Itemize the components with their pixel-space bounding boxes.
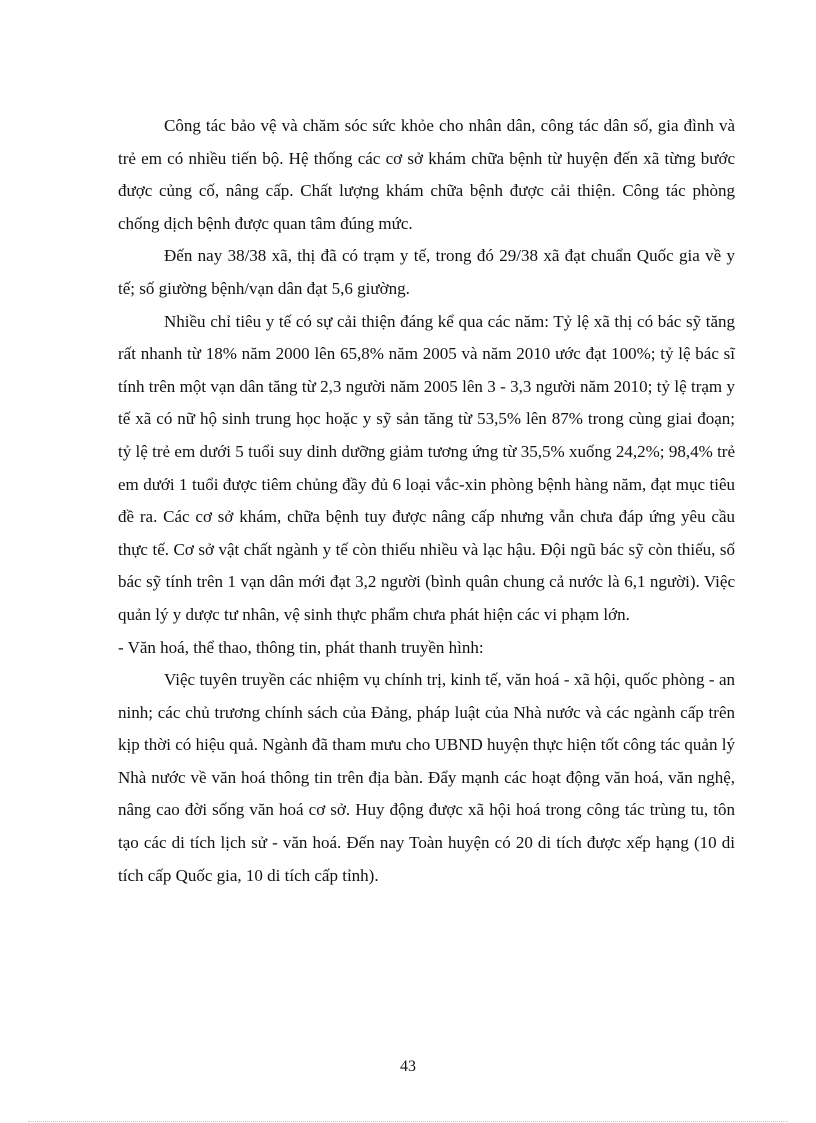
page-body [118,110,735,892]
paragraph-health-care: Công tác bảo vệ và chăm sóc sức khỏe cho nhân dân, công tác dân số, gia đình và trẻ em có nhiều tiến bộ. Hệ thống các cơ sở khám chữa bệnh từ huyện đến xã từng bước được củng cố, nâng cấp. Chất lượng khám chữa bệnh được cải thiện. Công tác phòng chống dịch bệnh được quan tâm đúng mức. [118,116,735,233]
paragraph-culture-information: Việc tuyên truyền các nhiệm vụ chính trị, kinh tế, văn hoá - xã hội, quốc phòng - an ninh; các chủ trương chính sách của Đảng, pháp luật của Nhà nước và các ngành cấp trên kịp thời có hiệu quả. Ngành đã tham mưu cho UBND huyện thực hiện tốt công tác quản lý Nhà nước về văn hoá thông tin trên địa bàn. Đẩy mạnh các hoạt động văn hoá, văn nghệ, nâng cao đời sống văn hoá cơ sở. Huy động được xã hội hoá trong công tác trùng tu, tôn tạo các di tích lịch sử - văn hoá. Đến nay Toàn huyện có 20 di tích được xếp hạng (10 di tích cấp Quốc gia, 10 di tích cấp tỉnh). [118,670,735,885]
section-heading-culture: - Văn hoá, thể thao, thông tin, phát thanh truyền hình: [118,637,484,657]
paragraph-medical-stations: Đến nay 38/38 xã, thị đã có trạm y tế, trong đó 29/38 xã đạt chuẩn Quốc gia về y tế; số giường bệnh/vạn dân đạt 5,6 giường. [118,246,735,298]
paragraph-health-indicators: Nhiều chỉ tiêu y tế có sự cải thiện đáng kể qua các năm: Tỷ lệ xã thị có bác sỹ tăng rất nhanh từ 18% năm 2000 lên 65,8% năm 2005 và năm 2010 ước đạt 100%; tỷ lệ bác sĩ tính trên một vạn dân tăng từ 2,3 người năm 2005 lên 3 - 3,3 người năm 2010; tỷ lệ trạm y tế xã có nữ hộ sinh trung học hoặc y sỹ sản tăng từ 53,5% lên 87% trong cùng giai đoạn; tỷ lệ trẻ em dưới 5 tuổi suy dinh dưỡng giảm tương ứng từ 35,5% xuống 24,2%; 98,4% trẻ em dưới 1 tuổi được tiêm chủng đầy đủ 6 loại vắc-xin phòng bệnh hàng năm, đạt mục tiêu đề ra. Các cơ sở khám, chữa bệnh tuy được nâng cấp nhưng vẫn chưa đáp ứng yêu cầu thực tế. Cơ sở vật chất ngành y tế còn thiếu nhiều và lạc hậu. Đội ngũ bác sỹ còn thiếu, số bác sỹ tính trên 1 vạn dân mới đạt 3,2 người (bình quân chung cả nước là 6,1 người). Việc quản lý y dược tư nhân, vệ sinh thực phẩm chưa phát hiện các vi phạm lớn. [118,311,735,624]
page-bottom-divider [28,1121,788,1122]
page-number: 43 [400,1058,416,1075]
